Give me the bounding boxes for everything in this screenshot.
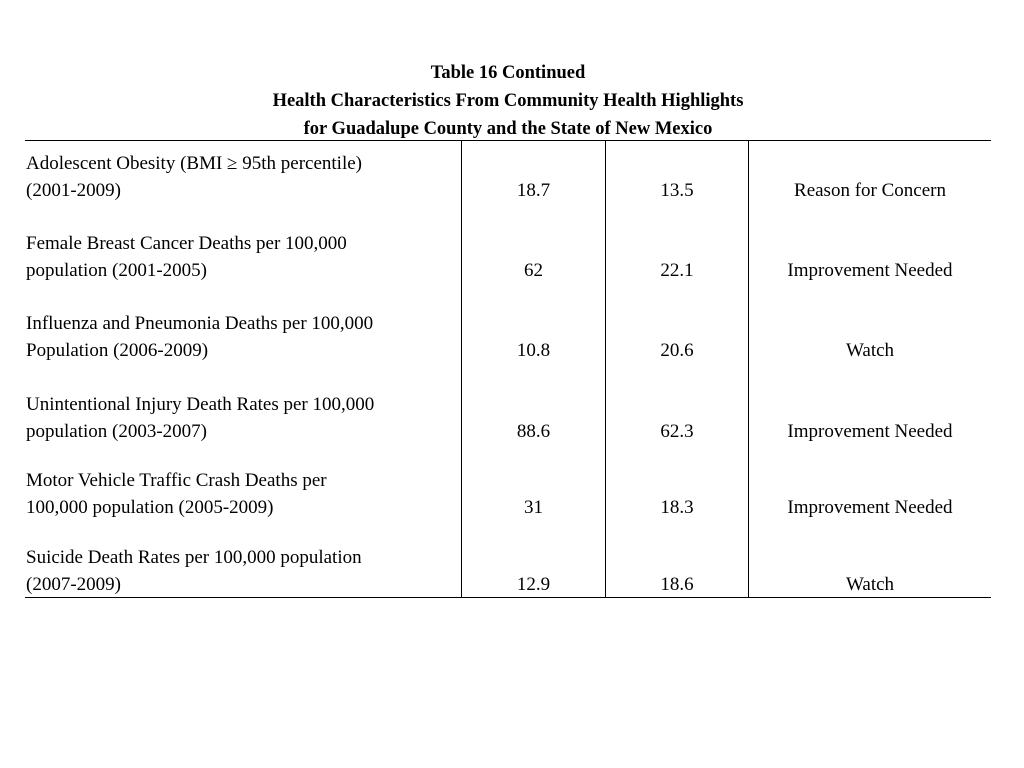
county-value: 88.6 (516, 421, 551, 442)
row-label (26, 310, 373, 364)
column-divider-2 (605, 141, 606, 597)
status-value: Improvement Needed (787, 421, 953, 442)
row-label-line: Motor Vehicle Traffic Crash Deaths per (26, 470, 327, 491)
row-label (26, 230, 347, 284)
county-value: 31 (524, 497, 543, 518)
county-value: 10.8 (516, 340, 551, 361)
row-label (26, 467, 327, 521)
state-value: 22.1 (660, 260, 694, 281)
status-value: Watch (845, 340, 895, 361)
row-label-line: Suicide Death Rates per 100,000 population (26, 547, 362, 568)
state-value: 13.5 (660, 180, 694, 201)
row-label-line: Unintentional Injury Death Rates per 100,000 (26, 394, 375, 415)
county-value: 62 (524, 260, 543, 281)
status-value: Improvement Needed (787, 497, 953, 518)
county-value: 12.9 (516, 574, 551, 595)
row-label-line: Influenza and Pneumonia Deaths per 100,000 (26, 313, 374, 334)
row-label-line: Population (2006-2009) (26, 340, 209, 361)
row-label-line: population (2001-2005) (26, 260, 208, 281)
row-label-line: (2007-2009) (26, 574, 121, 595)
row-label (26, 391, 374, 445)
state-value: 20.6 (660, 340, 694, 361)
column-divider-3 (748, 141, 749, 597)
table-title: Table 16 Continued (430, 63, 586, 83)
row-label-line: 100,000 population (2005-2009) (26, 497, 274, 518)
row-label-line: Female Breast Cancer Deaths per 100,000 (26, 233, 347, 254)
county-value: 18.7 (516, 180, 551, 201)
state-value: 18.6 (660, 574, 694, 595)
status-value: Improvement Needed (787, 260, 953, 281)
row-label-line: (2001-2009) (26, 180, 121, 201)
row-label-line: population (2003-2007) (26, 421, 208, 442)
row-label (26, 150, 362, 204)
column-divider-1 (461, 141, 462, 597)
row-label (26, 544, 362, 598)
status-value: Reason for Concern (794, 180, 946, 201)
row-label-line: Adolescent Obesity (BMI ≥ 95th percentile) (26, 153, 362, 174)
table-subtitle: Health Characteristics From Community Health Highlights (272, 91, 744, 111)
state-value: 62.3 (660, 421, 694, 442)
status-value: Watch (845, 574, 895, 595)
state-value: 18.3 (660, 497, 694, 518)
table-subtitle-location: for Guadalupe County and the State of New Mexico (303, 119, 713, 139)
table-top-rule (25, 140, 991, 141)
table-bottom-rule (25, 597, 991, 598)
